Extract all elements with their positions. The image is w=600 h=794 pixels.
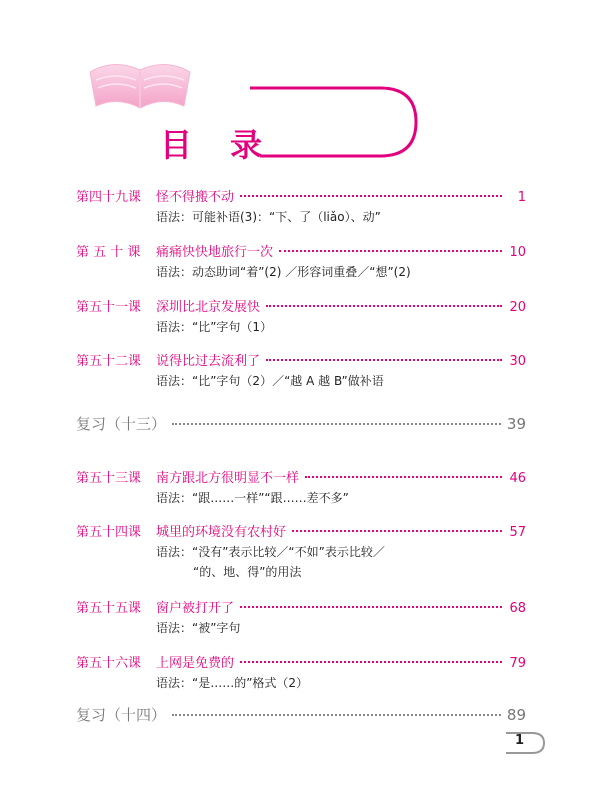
toc-entry[interactable] (76, 600, 526, 638)
lesson-title: 城里的环境没有农村好 (156, 525, 287, 540)
lesson-title: 怪不得搬不动 (156, 190, 235, 205)
grammar-note: 语法：动态助词“着”(2) ／形容词重叠／“想”(2) (156, 265, 411, 279)
grammar-note: 语法：“跟……一样”“跟……差不多” (156, 491, 349, 505)
toc-title-char-1: 目 (160, 126, 193, 164)
lesson-number: 第五十六课 (76, 656, 142, 671)
toc-entry[interactable] (76, 524, 526, 582)
grammar-note: 语法：“没有”表示比较／“不如”表示比较／ (156, 545, 385, 559)
lesson-title: 深圳比北京发展快 (156, 300, 261, 315)
leader-dots (266, 359, 502, 361)
toc-entry-review[interactable] (76, 706, 526, 724)
grammar-note: 语法：可能补语(3)：“下、了（liǎo）、动” (156, 210, 381, 224)
page-number: 30 (509, 354, 526, 369)
toc-entry[interactable] (76, 353, 526, 391)
folio-number: 1 (515, 733, 525, 748)
leader-dots (266, 305, 502, 307)
lesson-number: 第五十三课 (76, 471, 142, 486)
grammar-note: 语法：“比”字句（1） (156, 320, 273, 334)
open-book-icon (84, 50, 196, 120)
page-number: 68 (509, 601, 526, 616)
lesson-number: 第五十五课 (76, 601, 142, 616)
lesson-number: 第四十九课 (76, 190, 142, 205)
lesson-title: 窗户被打开了 (156, 601, 235, 616)
lesson-title: 南方跟北方很明显不一样 (156, 471, 300, 486)
toc-entry[interactable] (76, 189, 526, 227)
title-arc-decoration (190, 84, 420, 160)
toc-entry[interactable] (76, 244, 526, 282)
review-title: 复习（十三） (76, 415, 167, 433)
page-number-badge (506, 731, 546, 755)
toc-entry[interactable] (76, 470, 526, 508)
leader-dots (279, 250, 502, 252)
toc-entry[interactable] (76, 655, 526, 693)
grammar-note: 语法：“比”字句（2）／“越 A 越 B”做补语 (156, 374, 384, 388)
grammar-note: 语法：“被”字句 (156, 621, 241, 635)
lesson-title: 说得比过去流利了 (156, 354, 261, 369)
lesson-number: 第五十四课 (76, 525, 142, 540)
toc-entry[interactable] (76, 299, 526, 337)
page-number: 57 (509, 525, 526, 540)
page-number: 46 (509, 471, 526, 486)
leader-dots (240, 661, 502, 663)
grammar-note-continued: “的、地、得”的用法 (193, 565, 302, 579)
leader-dots (240, 606, 502, 608)
toc-title-char-2: 录 (230, 126, 263, 164)
leader-dots (292, 530, 502, 532)
leader-dots (172, 714, 501, 716)
toc-entry-review[interactable] (76, 415, 526, 433)
page-number: 89 (506, 706, 526, 724)
page-number: 1 (517, 190, 526, 205)
leader-dots (240, 195, 502, 197)
grammar-note: 语法：“是……的”格式（2） (156, 676, 309, 690)
lesson-title: 痛痛快快地旅行一次 (156, 245, 274, 260)
page-number: 20 (509, 300, 526, 315)
page-number: 10 (509, 245, 526, 260)
review-title: 复习（十四） (76, 706, 167, 724)
leader-dots (172, 423, 501, 425)
lesson-number: 第五十一课 (76, 300, 142, 315)
lesson-title: 上网是免费的 (156, 656, 235, 671)
lesson-number: 第五十二课 (76, 354, 142, 369)
page-number: 79 (509, 656, 526, 671)
page-number: 39 (506, 415, 526, 433)
leader-dots (305, 476, 502, 478)
lesson-number: 第 五 十 课 (76, 245, 141, 260)
